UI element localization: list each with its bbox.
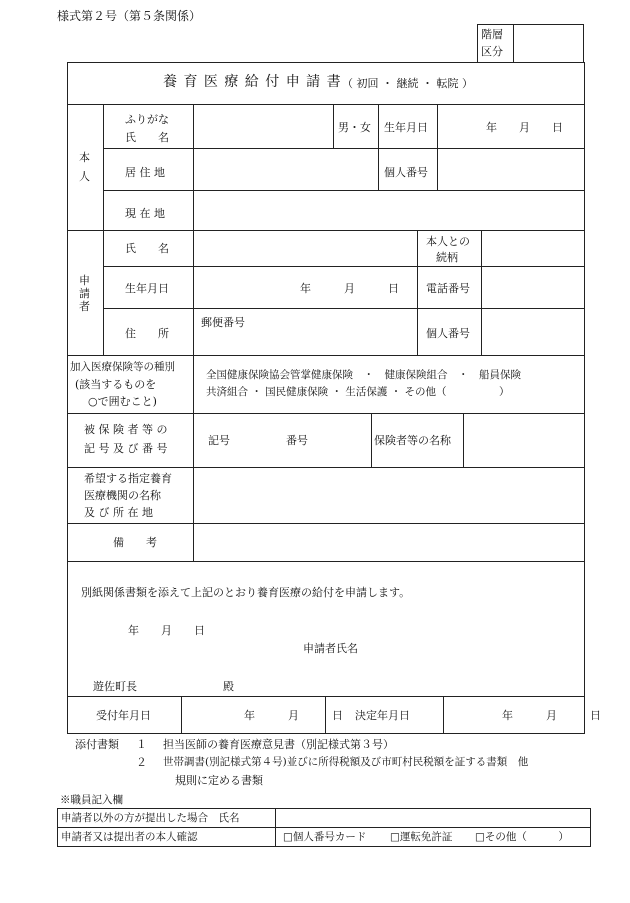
insured-number-label: 番号 — [286, 434, 308, 447]
person-mynumber-input[interactable] — [438, 149, 584, 190]
staff-section-label: ※職員記入欄 — [60, 794, 123, 806]
received-date-label: 受付年月日 — [96, 709, 151, 722]
insurer-name-input[interactable] — [464, 414, 584, 467]
applicant-phone-input[interactable] — [482, 267, 584, 308]
attachment-2-cont: 規則に定める書類 — [175, 774, 263, 787]
staff-row2-label: 申請者又は提出者の本人確認 — [61, 831, 198, 843]
applicant-birth-label: 生年月日 — [125, 282, 169, 295]
person-name-label: 氏 名 — [125, 131, 169, 144]
insured-number-input[interactable] — [194, 414, 371, 467]
insured-label-2: 記 号 及 び 番 号 — [84, 442, 168, 455]
applicant-relation-label-1: 本人との — [426, 235, 470, 248]
decided-date-value[interactable]: 年 月 日 — [502, 709, 601, 722]
form-number: 様式第２号（第５条関係） — [57, 9, 202, 23]
decided-date-label: 決定年月日 — [355, 709, 410, 722]
staff-opt-other[interactable]: □その他（ ） — [475, 831, 569, 843]
person-birth-date[interactable]: 年 月 日 — [486, 121, 563, 134]
applicant-birth-date[interactable]: 年 月 日 — [300, 282, 399, 295]
remarks-input[interactable] — [194, 524, 584, 561]
applicant-mynumber-input[interactable] — [482, 309, 584, 355]
person-birth-label: 生年月日 — [384, 121, 428, 134]
applicant-section-1: 申 — [79, 274, 90, 287]
person-furigana-label: ふりがな — [125, 113, 169, 126]
tier-label-2: 区分 — [481, 45, 503, 58]
person-residence-input[interactable] — [194, 149, 378, 190]
attachment-1: 担当医師の養育医療意見書（別記様式第３号） — [163, 738, 394, 751]
form-title: 養 育 医 療 給 付 申 請 書 — [163, 74, 342, 90]
insurance-label-1: 加入医療保険等の種別 — [70, 361, 175, 373]
applicant-section-3: 者 — [79, 300, 90, 313]
declaration-text: 別紙関係書類を添えて上記のとおり養育医療の給付を申請します。 — [81, 586, 411, 599]
hospital-input[interactable] — [194, 468, 584, 523]
applicant-phone-label: 電話番号 — [426, 282, 470, 295]
attachment-2: 世帯調書(別記様式第４号)並びに所得税額及び市町村民税額を証する書類 他 — [163, 756, 529, 768]
attachments-label: 添付書類 — [75, 738, 119, 751]
hospital-label-1: 希望する指定養育 — [84, 472, 172, 485]
hospital-label-2: 医療機関の名称 — [84, 489, 161, 502]
applicant-postal-label: 郵便番号 — [201, 316, 245, 329]
person-name-input[interactable] — [194, 105, 333, 148]
person-section-2: 人 — [79, 170, 90, 183]
applicant-signature-input[interactable] — [365, 638, 575, 656]
person-current-label: 現 在 地 — [125, 207, 165, 220]
applicant-relation-label-2: 続柄 — [436, 251, 458, 264]
applicant-section-2: 請 — [79, 287, 90, 300]
applicant-signature-label: 申請者氏名 — [303, 642, 358, 655]
form-title-type: （ 初回 ・ 継続 ・ 転院 ） — [342, 77, 473, 90]
person-current-input[interactable] — [194, 191, 584, 230]
applicant-address-input[interactable] — [194, 309, 417, 355]
staff-submitter-name-input[interactable] — [276, 809, 590, 827]
insurer-name-label: 保険者等の名称 — [374, 434, 451, 447]
hospital-label-3: 及 び 所 在 地 — [84, 506, 153, 519]
applicant-address-label: 住 所 — [125, 327, 169, 340]
staff-opt-drivers-license[interactable]: □運転免許証 — [390, 831, 453, 843]
applicant-name-input[interactable] — [194, 231, 417, 266]
remarks-label: 備 考 — [113, 536, 157, 549]
honorific: 殿 — [223, 680, 234, 693]
applicant-mynumber-label: 個人番号 — [426, 327, 470, 340]
insurance-label-2: (該当するものを — [75, 378, 157, 391]
insurance-options-2[interactable]: 共済組合 ・ 国民健康保険 ・ 生活保護 ・ その他（ ） — [206, 386, 510, 398]
declaration-date[interactable]: 年 月 日 — [128, 624, 205, 637]
insurance-options-1[interactable]: 全国健康保険協会管掌健康保険 ・ 健康保険組合 ・ 船員保険 — [206, 369, 521, 381]
insured-symbol-label: 記号 — [208, 434, 230, 447]
addressee: 遊佐町長 — [93, 680, 137, 693]
applicant-relation-input[interactable] — [482, 231, 584, 266]
person-mynumber-label: 個人番号 — [384, 166, 428, 179]
tier-label-1: 階層 — [481, 28, 503, 41]
person-sex-options[interactable]: 男・女 — [338, 121, 371, 134]
received-date-value[interactable]: 年 月 日 — [244, 709, 343, 722]
applicant-name-label: 氏 名 — [125, 242, 169, 255]
staff-row1-label: 申請者以外の方が提出した場合 氏名 — [61, 812, 240, 824]
attachment-1-no: １ — [136, 738, 147, 751]
person-residence-label: 居 住 地 — [125, 166, 165, 179]
attachment-2-no: ２ — [136, 756, 147, 769]
insured-label-1: 被 保 険 者 等 の — [84, 423, 168, 436]
tier-input[interactable] — [514, 25, 583, 62]
person-section-1: 本 — [79, 151, 90, 164]
insurance-label-3: ○で囲むこと) — [88, 395, 157, 408]
staff-opt-mynumber-card[interactable]: □個人番号カード — [283, 831, 367, 843]
